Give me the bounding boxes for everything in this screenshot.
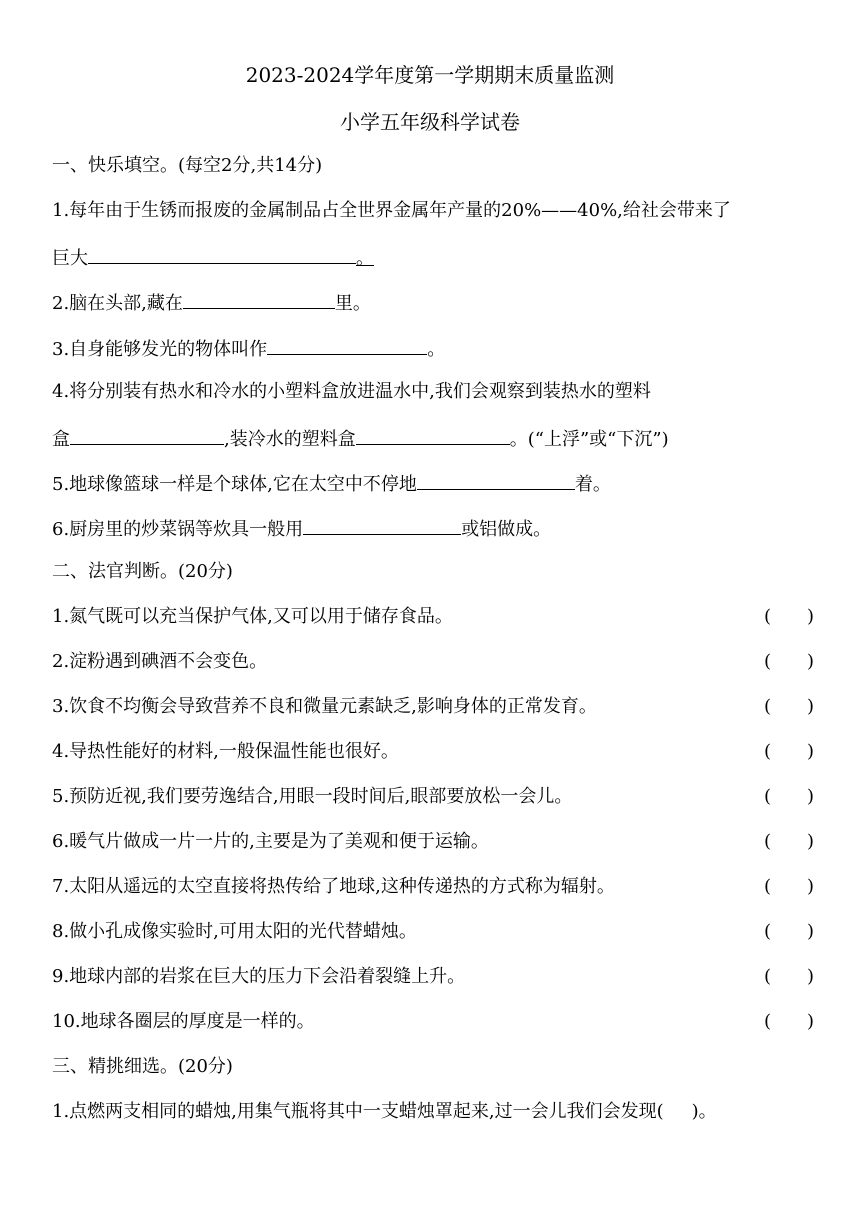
fill-question-1-line1: 1.每年由于生锈而报废的金属制品占全世界金属年产量的20%——40%,给社会带来了 [52,200,731,221]
fill-question-5-suffix: 着。 [574,474,611,495]
judge-question-text: 2.淀粉遇到碘酒不会变色。 [52,651,268,672]
choice-question-1-suffix: )。 [691,1101,717,1122]
judge-question-text: 1.氮气既可以充当保护气体,又可以用于储存食品。 [52,606,453,627]
fill-question-1-suffix: 。 [356,248,374,269]
fill-question-3 [52,334,824,363]
judge-question-8: 8.做小孔成像实验时,可用太阳的光代替蜡烛。 ( ) [52,919,742,945]
judge-question-5: 5.预防近视,我们要劳逸结合,用眼一段时间后,眼部要放松一会儿。 ( ) [52,784,742,810]
fill-question-2-suffix: 里。 [334,293,371,314]
judge-question-text: 5.预防近视,我们要劳逸结合,用眼一段时间后,眼部要放松一会儿。 [52,786,573,807]
fill-question-5 [52,469,824,498]
judge-question-text: 10.地球各圈层的厚度是一样的。 [52,1011,315,1032]
fill-question-1-line2 [52,243,824,272]
fill-question-4-line2 [52,424,824,453]
judge-question-text: 9.地球内部的岩浆在巨大的压力下会沿着裂缝上升。 [52,966,466,987]
fill-question-5-prefix: 5.地球像篮球一样是个球体,它在太空中不停地 [52,474,417,495]
section-heading-true-false: 二、法官判断。(20分) [52,561,233,582]
section-heading-fill-blank: 一、快乐填空。(每空2分,共14分) [52,155,323,176]
page-title: 2023-2024学年度第一学期期末质量监测 [245,63,615,87]
judge-question-text: 4.导热性能好的材料,一般保温性能也很好。 [52,741,399,762]
answer-blank-1[interactable] [88,243,356,264]
fill-question-3-suffix: 。 [427,339,446,360]
fill-question-4-prefix: 盒 [52,429,70,450]
choice-question-1-text: 1.点燃两支相同的蜡烛,用集气瓶将其中一支蜡烛罩起来,过一会儿我们会发现( [52,1101,664,1122]
judge-question-2: 2.淀粉遇到碘酒不会变色。 ( ) [52,649,742,675]
fill-question-6-prefix: 6.厨房里的炒菜锅等炊具一般用 [52,519,304,540]
judge-question-text: 6.暖气片做成一片一片的,主要是为了美观和便于运输。 [52,831,489,852]
fill-question-1-prefix: 巨大 [52,248,88,269]
judge-question-text: 8.做小孔成像实验时,可用太阳的光代替蜡烛。 [52,921,417,942]
fill-question-2 [52,288,824,317]
judge-question-text: 7.太阳从遥远的太空直接将热传给了地球,这种传递热的方式称为辐射。 [52,876,615,897]
judge-question-text: 3.饮食不均衡会导致营养不良和微量元素缺乏,影响身体的正常发育。 [52,696,597,717]
judge-question-4: 4.导热性能好的材料,一般保温性能也很好。 ( ) [52,739,742,765]
answer-blank-4a[interactable] [70,424,224,445]
judge-question-10: 10.地球各圈层的厚度是一样的。 ( ) [52,1009,742,1035]
judge-question-9: 9.地球内部的岩浆在巨大的压力下会沿着裂缝上升。 ( ) [52,964,742,990]
judge-question-3: 3.饮食不均衡会导致营养不良和微量元素缺乏,影响身体的正常发育。 ( ) [52,694,742,720]
fill-question-6-suffix: 或铝做成。 [461,519,552,540]
answer-blank-3[interactable] [267,334,427,355]
fill-question-4-suffix: 。(“上浮”或“下沉”) [509,429,669,450]
answer-blank-2[interactable] [183,288,335,309]
page-subtitle: 小学五年级科学试卷 [340,110,520,134]
answer-blank-6[interactable] [303,514,461,535]
fill-question-4-line1: 4.将分别装有热水和冷水的小塑料盒放进温水中,我们会观察到装热水的塑料 [52,381,651,402]
answer-blank-4b[interactable] [356,424,510,445]
fill-question-6 [52,514,824,543]
fill-question-4-middle: ,装冷水的塑料盒 [224,429,356,450]
judge-question-7: 7.太阳从遥远的太空直接将热传给了地球,这种传递热的方式称为辐射。 ( ) [52,874,742,900]
choice-question-1 [52,1099,830,1125]
judge-question-6: 6.暖气片做成一片一片的,主要是为了美观和便于运输。 ( ) [52,829,742,855]
judge-question-1: 1.氮气既可以充当保护气体,又可以用于储存食品。 ( ) [52,604,742,630]
section-heading-multiple-choice: 三、精挑细选。(20分) [52,1056,233,1077]
fill-question-2-prefix: 2.脑在头部,藏在 [52,293,183,314]
answer-blank-5[interactable] [417,469,575,490]
fill-question-3-prefix: 3.自身能够发光的物体叫作 [52,339,268,360]
